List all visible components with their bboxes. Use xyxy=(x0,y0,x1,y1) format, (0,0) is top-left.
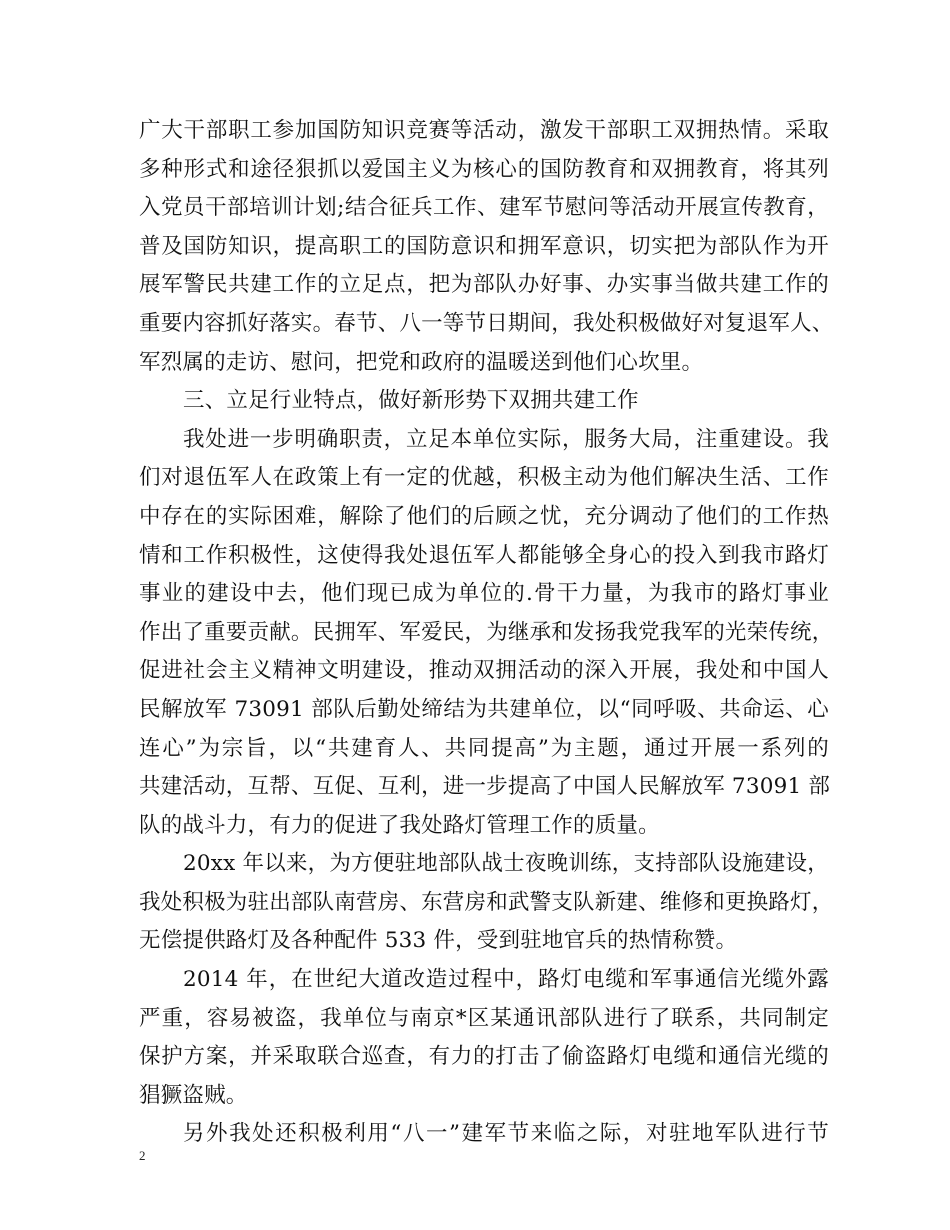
text-line: 入党员干部培训计划;结合征兵工作、建军节慰问等活动开展宣传教育， xyxy=(139,195,829,221)
text-line: 事业的建设中去，他们现已成为单位的.骨干力量，为我市的路灯事业 xyxy=(139,581,829,607)
text-line: 作出了重要贡献。民拥军、军爱民，为继承和发扬我党我军的光荣传统， xyxy=(139,619,834,645)
text-line: 多种形式和途径狠抓以爱国主义为核心的国防教育和双拥教育，将其列 xyxy=(139,156,829,182)
text-line: 保护方案，并采取联合巡查，有力的打击了偷盗路灯电缆和通信光缆的 xyxy=(139,1044,829,1070)
page-number: 2 xyxy=(139,1148,146,1163)
text-line: 猖獗盗贼。 xyxy=(139,1082,248,1108)
text-line: 展军警民共建工作的立足点，把为部队办好事、办实事当做共建工作的 xyxy=(139,272,829,298)
text-line: 2014 年，在世纪大道改造过程中，路灯电缆和军事通信光缆外露 xyxy=(183,967,829,993)
text-line: 民解放军 73091 部队后勤处缔结为共建单位，以“同呼吸、共命运、心 xyxy=(139,696,829,722)
text-line: 队的战斗力，有力的促进了我处路灯管理工作的质量。 xyxy=(139,812,660,838)
text-line: 我处进一步明确职责，立足本单位实际，服务大局，注重建设。我 xyxy=(183,426,829,452)
document-body xyxy=(139,112,834,1154)
text-line: 三、立足行业特点，做好新形势下双拥共建工作 xyxy=(183,388,639,414)
text-line: 另外我处还积极利用“八一”建军节来临之际，对驻地军队进行节 xyxy=(183,1121,829,1147)
text-line: 20xx 年以来，为方便驻地部队战士夜晚训练，支持部队设施建设， xyxy=(183,851,829,877)
text-line: 共建活动，互帮、互促、互利，进一步提高了中国人民解放军 73091 部 xyxy=(139,774,831,800)
text-line: 中存在的实际困难，解除了他们的后顾之忧，充分调动了他们的工作热 xyxy=(139,503,829,529)
text-line: 我处积极为驻出部队南营房、东营房和武警支队新建、维修和更换路灯， xyxy=(139,889,834,915)
text-line: 严重，容易被盗，我单位与南京*区某通讯部队进行了联系，共同制定 xyxy=(139,1005,829,1031)
text-line: 促进社会主义精神文明建设，推动双拥活动的深入开展，我处和中国人 xyxy=(139,658,829,684)
text-line: 无偿提供路灯及各种配件 533 件，受到驻地官兵的热情称赞。 xyxy=(139,928,738,954)
text-line: 连心”为宗旨，以“共建育人、共同提高”为主题，通过开展一系列的 xyxy=(139,735,829,761)
text-line: 广大干部职工参加国防知识竞赛等活动，激发干部职工双拥热情。采取 xyxy=(139,118,829,143)
text-line: 们对退伍军人在政策上有一定的优越，积极主动为他们解决生活、工作 xyxy=(139,465,829,491)
text-line: 军烈属的走访、慰问，把党和政府的温暖送到他们心坎里。 xyxy=(139,349,704,375)
text-line: 情和工作积极性，这使得我处退伍军人都能够全身心的投入到我市路灯 xyxy=(139,542,829,568)
text-line: 重要内容抓好落实。春节、八一等节日期间，我处积极做好对复退军人、 xyxy=(139,310,834,336)
text-line: 普及国防知识，提高职工的国防意识和拥军意识，切实把为部队作为开 xyxy=(139,233,829,259)
